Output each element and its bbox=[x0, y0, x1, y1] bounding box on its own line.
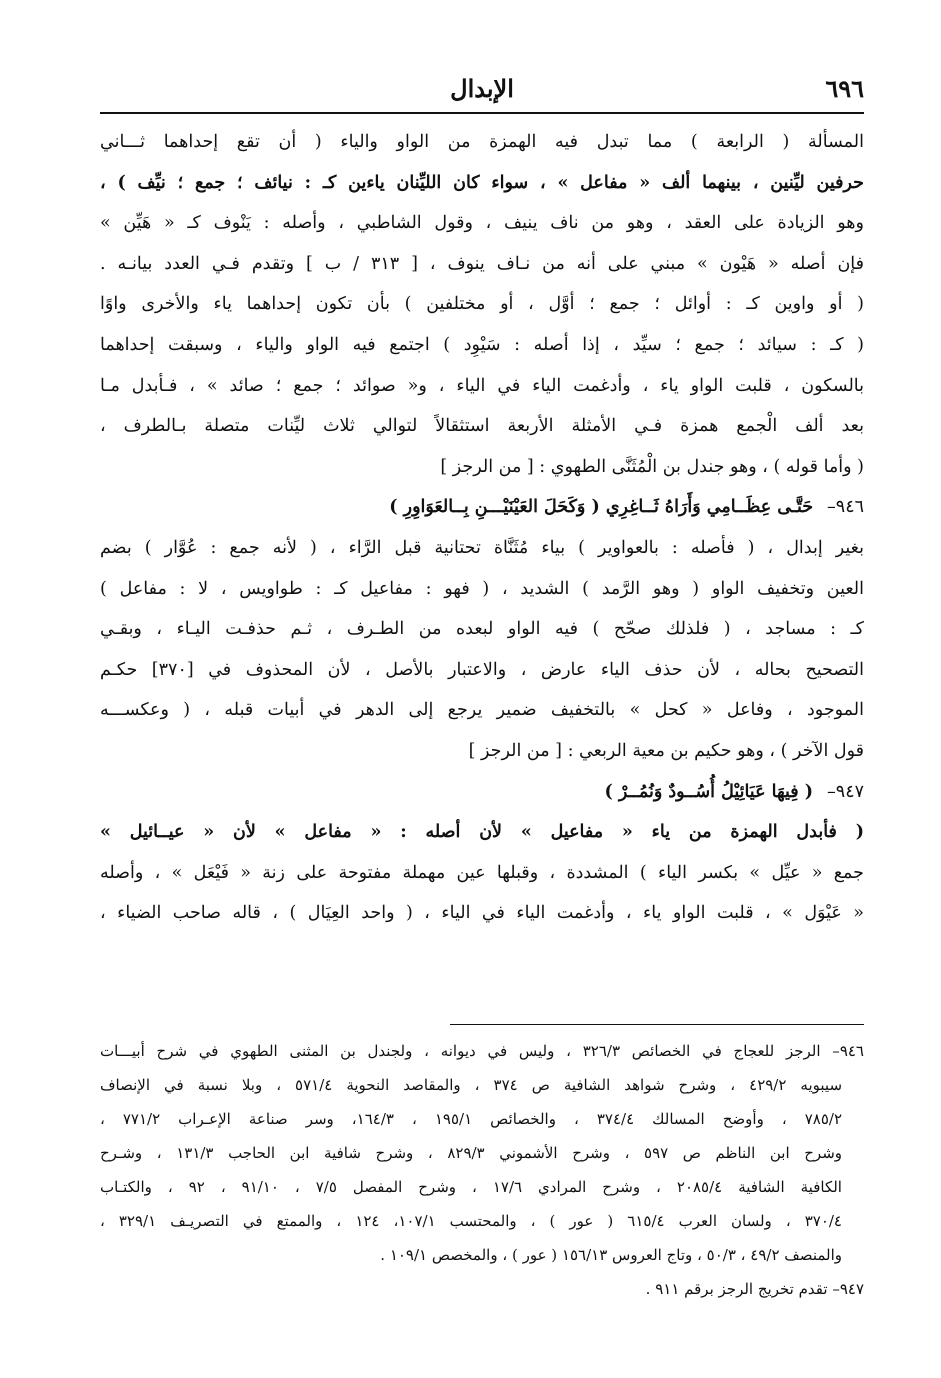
verse-946-text: حَتَّـى عِظَــامِي وَأَرَاهُ ثَــاغِرِي ( وَكَحَلَ العَيْنَيْـــنِ بِــالعَوَاوِرِ ) bbox=[389, 497, 814, 518]
main-text bbox=[100, 122, 864, 934]
running-title: الإبدال bbox=[450, 74, 514, 103]
text-line-19: جمع « عيِّل » بكسر الياء ) المشددة ، وقبلها عين مهملة مفتوحة على زنة « فَيْعَل » ، وأصله bbox=[100, 862, 864, 883]
text-line-5: ( أو واوين كـ : أوائل ؛ جمع ؛ أوَّل ، أو مختلفين ) بأن تكون إحداهما ياء والأخرى واوًا bbox=[100, 294, 864, 315]
verse-947 bbox=[100, 772, 864, 813]
footnote-separator bbox=[450, 1024, 864, 1025]
footnote-946-line-5: الكافية الشافية ٢٠٨٥/٤ ، وشرح المرادي ١٧/٦ ، وشرح المفصل ٧/٥ ، ٩١/١٠ ، ٩٢ ، والكتـاب bbox=[100, 1178, 842, 1196]
header-rule bbox=[100, 112, 864, 114]
footnote-946-line-6: ٣٧٠/٤ ، ولسان العرب ٦١٥/٤ ( عور ) ، والمحتسب ١٠٧/١، ١٢٤ ، والممتع في التصريـف ٣٢٩/١ ، bbox=[100, 1212, 842, 1230]
page-header bbox=[100, 74, 864, 112]
footnote-946-line-4: وشرح ابن الناظم ص ٥٩٧ ، وشرح الأشموني ٨٢٩/٣ ، وشرح شافية ابن الحاجب ١٣١/٣ ، وشـرح bbox=[100, 1144, 843, 1162]
text-line-3: وهو الزيادة على العقد ، وهو من ناف ينيف ، وقول الشاطبي ، وأصله : يَنْوف كـ « هَيِّن » bbox=[100, 213, 864, 234]
text-line-6: ( كـ : سيائد ؛ جمع ؛ سيِّد ، إذا أصله : سَيْوِد ) اجتمع فيه الواو والياء ، وسبقت إحداهما bbox=[100, 334, 864, 355]
verse-947-number: ٩٤٧– bbox=[827, 781, 864, 802]
footnote-946-line-3: ٧٨٥/٢ ، وأوضح المسالك ٣٧٤/٤ ، والخصائص ١٩٥/١ ، ١٦٤/٣، وسر صناعة الإعـراب ٧٧١/٢ ، bbox=[100, 1110, 842, 1128]
text-line-16: قول الآخر ) ، وهو حكيم بن معية الربعي : [ من الرجز ] bbox=[468, 740, 864, 761]
footnote-946-line-7: والمنصف ٤٩/٢ ، ٥٠/٣ ، وتاج العروس ١٥٦/١٣ ( عور ) ، والمخصص ١٠٩/١ . bbox=[380, 1246, 842, 1264]
page-number: ٦٩٦ bbox=[825, 74, 864, 103]
text-line-12: العين وتخفيف الواو ( وهو الرَّمد ) الشديد ، ( فهو : مفاعيل كـ : طواويس ، لا : مفاعل ) bbox=[100, 578, 864, 599]
footnote-946-line-2: سيبويه ٤٢٩/٢ ، وشرح شواهد الشافية ص ٣٧٤ ، والمقاصد النحوية ٥٧١/٤ ، وبلا نسبة في الإنصاف bbox=[100, 1076, 843, 1094]
footnotes bbox=[100, 1034, 864, 1306]
text-line-7: بالسكون ، قلبت الواو ياء ، وأدغمت الياء في الياء ، و« صوائد ؛ جمع ؛ صائد » ، فـأبدل مـا bbox=[100, 375, 864, 396]
verse-947-text: ( فِيهَا عَيَائِيْلُ أُسُــودٌ وَنُمُــرْ ) bbox=[604, 781, 814, 802]
text-line-2: حرفين ليِّنين ، بينهما ألف « مفاعل » ، سواء كان الليِّنان ياءين كـ : نيائف ؛ جمع ؛ نيِّف ) ، bbox=[100, 172, 864, 193]
footnote-947: ٩٤٧– تقدم تخريج الرجز برقم ٩١١ . bbox=[645, 1280, 864, 1298]
text-line-9: ( وأما قوله ) ، وهو جندل بن الْمُثَنَّى الطهوي : [ من الرجز ] bbox=[440, 456, 864, 477]
footnote-946-line-1: ٩٤٦– الرجز للعجاج في الخصائص ٣٢٦/٣ ، وليس في ديوانه ، ولجندل بن المثنى الطهوي في شرح أبيـــات bbox=[100, 1042, 864, 1060]
text-line-20: « عَيْوَل » ، قلبت الواو ياء ، وأدغمت الياء في الياء ، ( واحد العِيَال ) ، قاله صاحب الضياء ، bbox=[100, 903, 864, 924]
verse-946 bbox=[100, 487, 864, 528]
verse-946-number: ٩٤٦– bbox=[827, 497, 864, 518]
text-line-8: بعد ألف الْجمع همزة فـي الأمثلة الأربعة استثقالاً لتوالي ثلاث ليِّنات متصلة بـالطرف ، bbox=[100, 416, 864, 437]
text-line-14: التصحيح بحاله ، لأن حذف الياء عارض ، والاعتبار بالأصل ، لأن المحذوف في [٣٧٠] حكـم bbox=[100, 659, 864, 680]
text-line-13: كـ : مساجد ، ( فلذلك صحّح ) فيه الواو لبعده من الطـرف ، ثـم حذفـت اليـاء ، وبقـي bbox=[100, 619, 864, 640]
text-line-15: الموجود ، وفاعل « كحل » بالتخفيف ضمير يرجع إلى الدهر في أبيات قبله ، ( وعكســـه bbox=[100, 700, 864, 721]
text-line-4: فإن أصله « هَيْون » مبني على أنه من نـاف ينوف ، [ ٣١٣ / ب ] وتقدم فـي العدد بيانـه . bbox=[100, 253, 864, 274]
text-line-18: ( فأبدل الهمزة من ياء « مفاعيل » لأن أصله : « مفاعل » لأن « عيــائيل » bbox=[100, 822, 864, 843]
text-line-11: بغير إبدال ، ( فأصله : بالعواوير ) بياء مُثَنَّاة تحتانية قبل الرَّاء ، ( لأنه جمع : عُوَّار ) بضم bbox=[100, 537, 864, 558]
text-line-1: المسألة ( الرابعة ) مما تبدل فيه الهمزة من الواو والياء ( أن تقع إحداهما ثـــاني bbox=[100, 132, 864, 152]
